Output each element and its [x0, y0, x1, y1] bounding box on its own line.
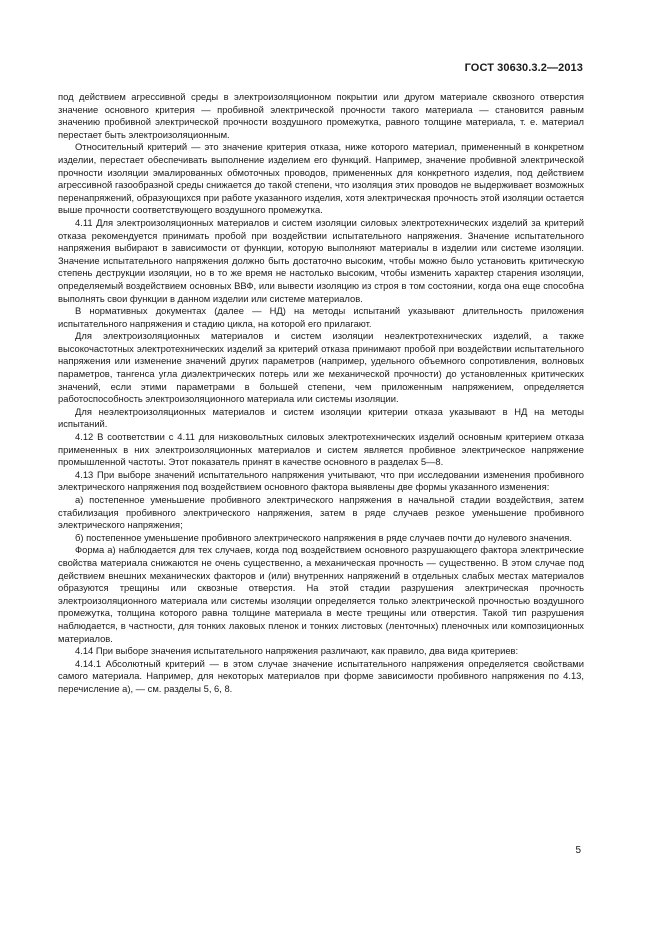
list-item-a: а) постепенное уменьшение пробивного электрического напряжения в начальной стадии воздействия, затем стабилизация пробивного электрического напряжения, затем в ряде случаев резкое уменьшение пробивного электрического напряжения; [58, 494, 584, 531]
paragraph-continuation: под действием агрессивной среды в электроизоляционном покрытии или другом материале сквозного отверстия значение основного критерия — пробивной электрической прочности такого материала — становится равным значению пробивной электрической прочности воздушного промежутка, равного толщине материала, т. е. материал перестает быть электроизоляционным. [58, 91, 584, 140]
paragraph-nd: В нормативных документах (далее — НД) на методы испытаний указывают длительность приложения испытательного напряжения и стадию цикла, на которой его прилагают. [58, 305, 584, 329]
paragraph-non-electrotechnical: Для электроизоляционных материалов и систем изоляции неэлектротехнических изделий, а также высокочастотных электротехнических изделий за критерий отказа принимают пробой при воздействии испытательного напряжения или изменение значений других параметров (например, удельного объемного сопротивления, волновых параметров, тангенса угла диэлектрических потерь или же механической прочности) до установленных критических значений, если этими параметрами в большей степени, чем приложенным напряжением, определяется работоспособность электроизоляционного материала или системы изоляции. [58, 330, 584, 405]
paragraph-form-a: Форма а) наблюдается для тех случаев, когда под воздействием основного разрушающего фактора электрические свойства материала снижаются не очень существенно, а механическая прочность — существенно. В этом случае под действием внешних механических факторов и (или) внутренних напряжений в отдельных слабых местах материалов образуются трещины или сквозные отверстия. На этой стадии разрушения электрическая прочность электроизоляционного материала или системы изоляции определяется только электрической прочностью воздушного промежутка, толщина которого равна толщине материала в месте трещины или отверстия. Такой тип разрушения наблюдается, в частности, для тонких лаковых пленок и тонких листовых (ленточных) пленочных или композиционных материалов. [58, 544, 584, 644]
document-code: ГОСТ 30630.3.2—2013 [464, 62, 583, 74]
paragraph-non-insulating: Для неэлектроизоляционных материалов и систем изоляции критерии отказа указывают в НД на методы испытаний. [58, 405, 584, 430]
page-number: 5 [575, 845, 581, 856]
paragraph-4-13: 4.13 При выборе значений испытательного напряжения учитывают, что при исследовании изменения пробивного электрического напряжения под воздействием основного фактора выявлены две формы указанного изменения: [58, 468, 584, 493]
paragraph-4-12: 4.12 В соответствии с 4.11 для низковольтных силовых электротехнических изделий основным критерием отказа примененных в них электроизоляционных материалов и систем является пробивное электрическое напряжение промышленной частоты. Этот показатель принят в качестве основного в разделах 5—8. [58, 431, 584, 468]
paragraph-4-14-1: 4.14.1 Абсолютный критерий — в этом случае значение испытательного напряжения определяется свойствами самого материала. Например, для некоторых материалов при форме зависимости пробивного напряжения по 4.13, перечисление а), — см. разделы 5, 6, 8. [58, 657, 584, 694]
paragraph-relative-criterion: Относительный критерий — это значение критерия отказа, ниже которого материал, примененный в конкретном изделии, перестает обеспечивать выполнение изделием его функций. Например, значение пробивной электрической прочности изоляции эмалированных обмоточных проводов, примененных для конкретного изделия, под действием агрессивной газообразной среды снижается до такой степени, что изоляция этих проводов не выдерживает возможных перенапряжений, образующихся при работе указанного изделия, хотя электрическая прочность этой изоляции остается выше прочности соответствующего воздушного промежутка. [58, 141, 584, 216]
paragraph-4-14: 4.14 При выборе значения испытательного напряжения различают, как правило, два вида критериев: [75, 645, 519, 657]
paragraph-4-11: 4.11 Для электроизоляционных материалов и систем изоляции силовых электротехнических изделий за критерий отказа рекомендуется принимать пробой при воздействии испытательного напряжения. Значение испытательного напряжения выбирают в зависимости от функции, которую выполняют материалы в изделии или системе изоляции. Значение испытательного напряжения должно быть достаточно высоким, чтобы можно было установить критическую степень деструкции изоляции, но в то же время не настолько высоким, чтобы изменить характер старения изоляции, определяемый воздействием основных ВВФ, или вывести изоляцию из строя в том состоянии, когда она еще способна выполнять свои функции в данном изделии или системе материалов. [58, 216, 584, 304]
list-item-b: б) постепенное уменьшение пробивного электрического напряжения в ряде случаев почти до нулевого значения. [75, 531, 572, 543]
body-text [58, 91, 584, 696]
